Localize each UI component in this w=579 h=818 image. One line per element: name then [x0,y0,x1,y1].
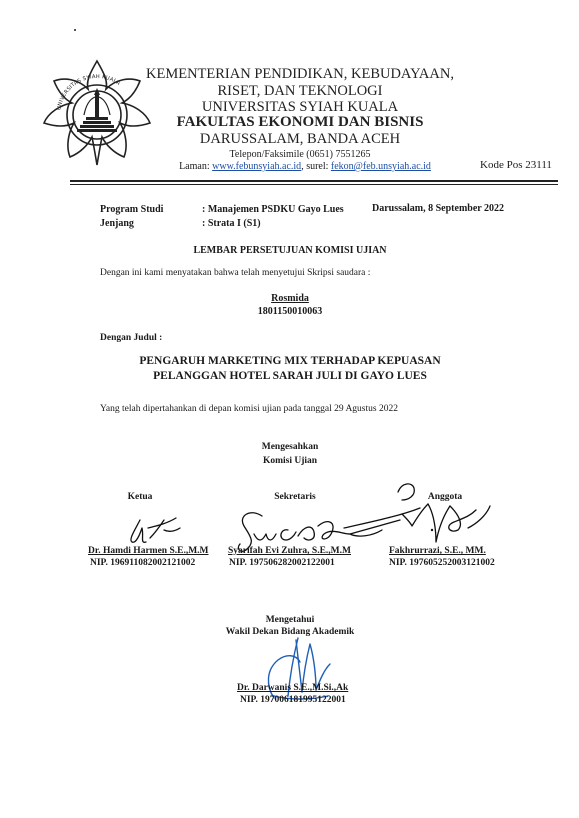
dean-name: Dr. Darwanis S.E.,M.Si.,Ak [237,683,349,693]
header-rule-thin [70,184,558,185]
anggota-nip: NIP. 197605252003121002 [389,558,495,568]
ministry-line-2: RISET, DAN TEKNOLOGI [217,83,383,99]
signature-anggota [340,478,500,554]
ketua-nip: NIP. 196911082002121002 [90,558,196,568]
dean-nip: NIP. 197006181995122001 [240,695,346,705]
ketua-name: Dr. Hamdi Harmen S.E.,M.M [88,546,209,556]
komisi-label: Komisi Ujian [262,456,318,466]
wakil-dekan-label: Wakil Dekan Bidang Akademik [225,627,355,637]
signature-ketua [120,506,200,550]
defense-statement: Yang telah dipertahankan di depan komisi ujian pada tanggal 29 Agustus 2022 [100,404,398,414]
program-value: : Manajemen PSDKU Gayo Lues [202,204,344,215]
web-prefix: Laman: [179,161,213,172]
postal-code: Kode Pos 23111 [480,159,552,171]
mengetahui-label: Mengetahui [265,615,315,625]
thesis-title-line-1: PENGARUH MARKETING MIX TERHADAP KEPUASAN [139,355,441,367]
website-link[interactable]: www.febunsyiah.ac.id [212,161,302,172]
address-city: DARUSSALAM, BANDA ACEH [199,131,401,147]
role-anggota: Anggota [427,492,463,502]
university-name: UNIVERSITAS SYIAH KUALA [201,99,399,115]
judul-label: Dengan Judul : [100,333,163,343]
place-date: Darussalam, 8 September 2022 [372,203,505,214]
header-rule-thick [70,180,558,182]
anggota-name: Fakhrurrazi, S.E., MM. [389,546,486,556]
thesis-title-line-2: PELANGGAN HOTEL SARAH JULI DI GAYO LUES [153,370,427,382]
student-nim: 1801150010063 [257,306,323,317]
jenjang-value: : Strata I (S1) [202,218,261,229]
phone-fax: Telepon/Faksimile (0651) 7551265 [229,149,371,160]
mengesahkan-label: Mengesahkan [261,442,319,452]
scan-speck [74,29,76,31]
role-ketua: Ketua [127,492,153,502]
student-name: Rosmida [271,293,309,304]
svg-text:UNIVERSITAS SYIAH KUALA: UNIVERSITAS SYIAH KUALA [56,73,122,111]
role-sekretaris: Sekretaris [274,492,316,502]
document-title: LEMBAR PERSETUJUAN KOMISI UJIAN [193,245,387,256]
intro-text: Dengan ini kami menyatakan bahwa telah menyetujui Skripsi saudara : [100,268,371,278]
mail-prefix: , surel: [301,161,331,172]
jenjang-label: Jenjang [100,218,134,229]
sekretaris-nip: NIP. 197506282002122001 [229,558,335,568]
email-link[interactable]: fekon@feb.unsyiah.ac.id [330,161,431,172]
sekretaris-name: Syarifah Evi Zuhra, S.E.,M.M [228,546,351,556]
contact-line [140,161,470,172]
ministry-line: KEMENTERIAN PENDIDIKAN, KEBUDAYAAN, [146,66,454,82]
program-label: Program Studi [100,204,164,215]
faculty-name: FAKULTAS EKONOMI DAN BISNIS [176,114,424,130]
